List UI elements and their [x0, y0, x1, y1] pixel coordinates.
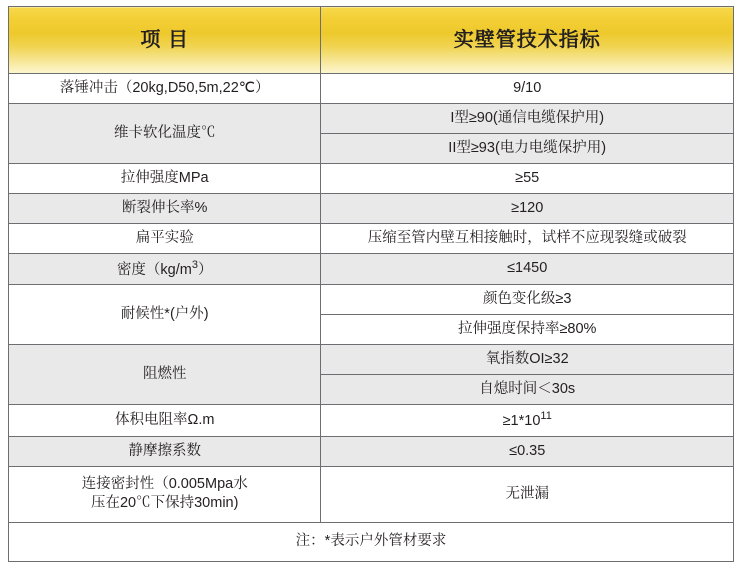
- table-note-row: [9, 522, 734, 561]
- row-value: 压缩至管内壁互相接触时，试样不应现裂缝或破裂: [321, 224, 734, 254]
- row-value-sup: 11: [540, 410, 552, 423]
- row-item-label: 扁平实验: [9, 224, 321, 254]
- row-value: ≥55: [321, 164, 734, 194]
- table-row: [9, 164, 734, 194]
- row-value: ≥120: [321, 194, 734, 224]
- row-item-label: 维卡软化温度℃: [9, 104, 321, 164]
- row-item-label: 耐候性*(户外): [9, 285, 321, 345]
- row-value: 自熄时间＜30s: [321, 375, 734, 405]
- row-value: I型≥90(通信电缆保护用): [321, 104, 734, 134]
- row-item-label: [9, 254, 321, 285]
- row-item-label: 体积电阻率Ω.m: [9, 405, 321, 436]
- row-value: ≤0.35: [321, 436, 734, 466]
- row-value: 拉伸强度保持率≥80%: [321, 315, 734, 345]
- header-spec-label: 实壁管技术指标: [321, 7, 734, 74]
- row-item-label: 阻燃性: [9, 345, 321, 405]
- row-item-label-base: 密度（kg/m: [116, 261, 192, 278]
- table-row: [9, 74, 734, 104]
- row-item-label-tail: ）: [197, 261, 213, 278]
- row-value: 9/10: [321, 74, 734, 104]
- row-item-label-line2: 压在20℃下保持30min): [90, 495, 239, 512]
- row-value: ≤1450: [321, 254, 734, 285]
- table-row: [9, 254, 734, 285]
- row-value: II型≥93(电力电缆保护用): [321, 134, 734, 164]
- table-header-row: [9, 7, 734, 74]
- row-item-label: 静摩擦系数: [9, 436, 321, 466]
- table-row: [9, 194, 734, 224]
- table-row: [9, 104, 734, 134]
- row-value: 颜色变化级≥3: [321, 285, 734, 315]
- row-value-base: ≥1*10: [502, 413, 541, 430]
- row-value: 无泄漏: [321, 466, 734, 522]
- table-row: [9, 224, 734, 254]
- table-row: [9, 436, 734, 466]
- row-value: 氧指数OI≥32: [321, 345, 734, 375]
- row-item-label: 断裂伸长率%: [9, 194, 321, 224]
- row-item-label: 拉伸强度MPa: [9, 164, 321, 194]
- row-value: [321, 405, 734, 436]
- header-item-label: 项 目: [9, 7, 321, 74]
- table-row: [9, 405, 734, 436]
- table-row: [9, 285, 734, 315]
- spec-table: [8, 6, 734, 562]
- table-note: 注：*表示户外管材要求: [9, 522, 734, 561]
- table-row: [9, 466, 734, 522]
- row-item-label: 落锤冲击（20kg,D50,5m,22℃）: [9, 74, 321, 104]
- row-item-label-line1: 连接密封性（0.005Mpa水: [81, 475, 248, 492]
- row-item-label: [9, 466, 321, 522]
- row-item-label-sup: 3: [191, 259, 198, 271]
- table-row: [9, 345, 734, 375]
